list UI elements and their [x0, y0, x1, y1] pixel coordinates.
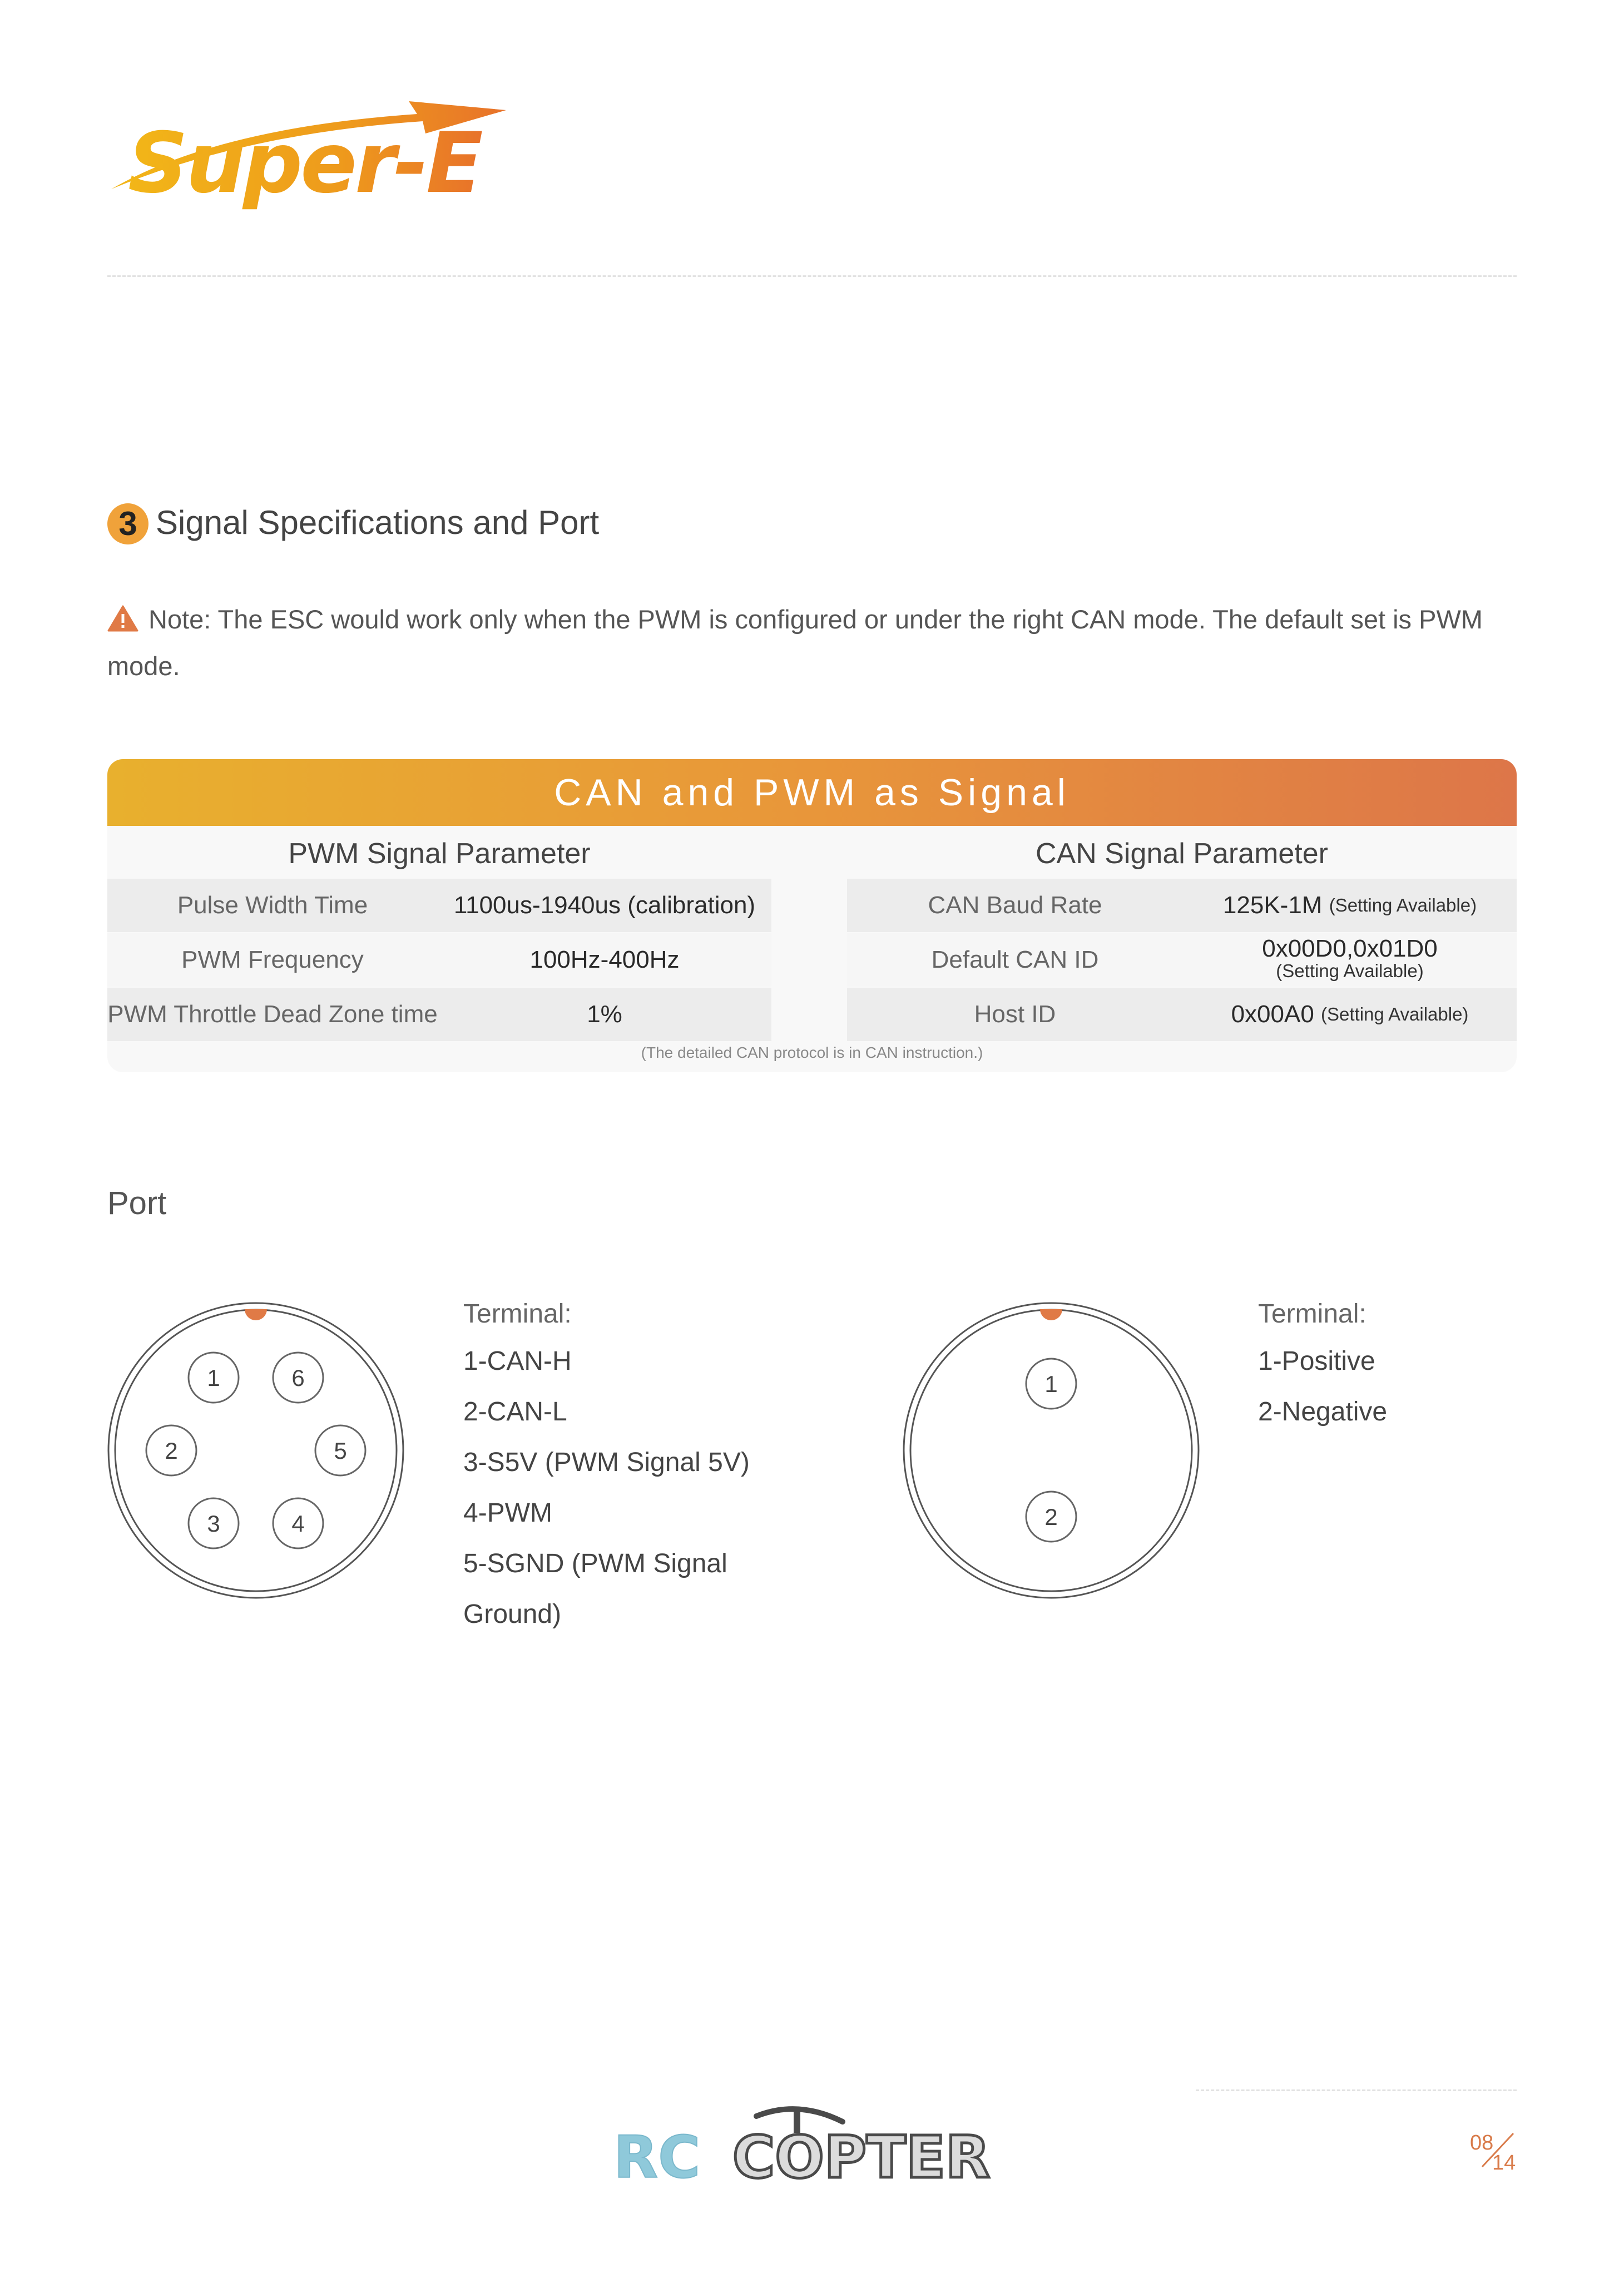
pwm-label-frequency: PWM Frequency	[181, 946, 364, 973]
watermark-copter: COPTER	[732, 2123, 991, 2188]
pin-1-label: 1	[1044, 1371, 1058, 1397]
pin-3-label: 3	[207, 1511, 220, 1537]
section-title: Signal Specifications and Port	[156, 504, 600, 541]
can-value-default-id	[1183, 933, 1517, 987]
pwm-label-dead-zone: PWM Throttle Dead Zone time	[107, 1001, 438, 1028]
pwm-heading: PWM Signal Parameter	[288, 838, 591, 870]
super-e-logo-icon	[106, 95, 512, 211]
table-row	[847, 879, 1517, 932]
table-row	[847, 988, 1517, 1041]
can-value-host-id-suffix: (Setting Available)	[1321, 1004, 1469, 1024]
can-label-host-id: Host ID	[974, 1001, 1056, 1028]
can-value-baud-rate-suffix: (Setting Available)	[1329, 895, 1477, 915]
note-text: Note: The ESC would work only when the PWM is configured or under the right CAN mode. The default set is PWM mode.	[107, 605, 1483, 681]
pin-1	[189, 1353, 239, 1403]
can-value-host-id-main: 0x00A0	[1231, 1001, 1314, 1028]
table-footnote: (The detailed CAN protocol is in CAN instruction.)	[641, 1044, 983, 1061]
watermark-rc: RC	[613, 2123, 701, 2188]
can-value-default-id-main: 0x00D0,0x01D0	[1262, 935, 1438, 962]
can-value-default-id-suffix: (Setting Available)	[1276, 960, 1424, 981]
table-row	[847, 933, 1517, 987]
pin-5	[315, 1425, 365, 1475]
pin-6	[273, 1353, 323, 1403]
terminal-title-2pin: Terminal:	[1258, 1299, 1366, 1329]
warning-icon	[107, 601, 138, 645]
terminal-item: 2-Negative	[1258, 1397, 1388, 1427]
connector-6pin-diagram	[106, 1300, 406, 1606]
terminal-item: Ground)	[463, 1599, 562, 1629]
can-value-baud-rate	[1183, 879, 1517, 932]
header-divider	[107, 275, 1517, 277]
pin-1	[1026, 1359, 1076, 1409]
can-label-default-id: Default CAN ID	[931, 946, 1099, 973]
section-number-badge	[107, 503, 148, 544]
signal-table-card	[107, 759, 1517, 1072]
pin-orientation-dot	[1040, 1309, 1062, 1320]
pwm-label-pulse-width: Pulse Width Time	[177, 892, 368, 919]
pin-5-label: 5	[334, 1438, 347, 1464]
section-number: 3	[118, 505, 137, 542]
svg-text:Super-E: Super-E	[128, 115, 481, 211]
pin-6-label: 6	[291, 1365, 305, 1391]
terminal-item: 2-CAN-L	[463, 1397, 567, 1427]
pin-2-label: 2	[1044, 1504, 1058, 1530]
pin-1-label: 1	[207, 1365, 220, 1391]
terminal-title-6pin: Terminal:	[463, 1299, 572, 1329]
pin-4	[273, 1498, 323, 1548]
page-total: 14	[1492, 2151, 1516, 2175]
note-paragraph	[107, 598, 1520, 688]
can-value-baud-rate-main: 125K-1M	[1222, 892, 1323, 919]
terminal-item: 1-CAN-H	[463, 1346, 572, 1376]
table-title: CAN and PWM as Signal	[554, 771, 1070, 814]
pin-2	[1026, 1492, 1076, 1542]
can-value-host-id	[1183, 988, 1517, 1041]
connector-2pin-diagram	[901, 1300, 1201, 1606]
pwm-value-frequency: 100Hz-400Hz	[529, 946, 680, 973]
page-current: 08	[1470, 2131, 1494, 2155]
terminal-item: 1-Positive	[1258, 1346, 1375, 1376]
terminal-item: 5-SGND (PWM Signal	[463, 1549, 727, 1578]
brand-logo	[106, 95, 512, 211]
pin-orientation-dot	[245, 1309, 267, 1320]
pin-2	[146, 1425, 196, 1475]
table-row	[107, 879, 771, 932]
terminal-item: 4-PWM	[463, 1498, 552, 1528]
pwm-value-dead-zone: 1%	[587, 1001, 622, 1028]
can-heading: CAN Signal Parameter	[1036, 838, 1328, 870]
pwm-value-pulse-width: 1100us-1940us (calibration)	[453, 892, 756, 919]
can-label-baud-rate: CAN Baud Rate	[928, 892, 1102, 919]
table-row	[107, 988, 771, 1041]
table-row	[107, 933, 771, 987]
port-title: Port	[107, 1185, 167, 1221]
pin-4-label: 4	[291, 1511, 305, 1537]
watermark	[609, 2099, 1009, 2188]
terminal-item: 3-S5V (PWM Signal 5V)	[463, 1448, 750, 1477]
table-header-bar	[107, 759, 1517, 826]
pin-3	[189, 1498, 239, 1548]
footer-divider	[1196, 2089, 1517, 2091]
pin-2-label: 2	[165, 1438, 178, 1464]
